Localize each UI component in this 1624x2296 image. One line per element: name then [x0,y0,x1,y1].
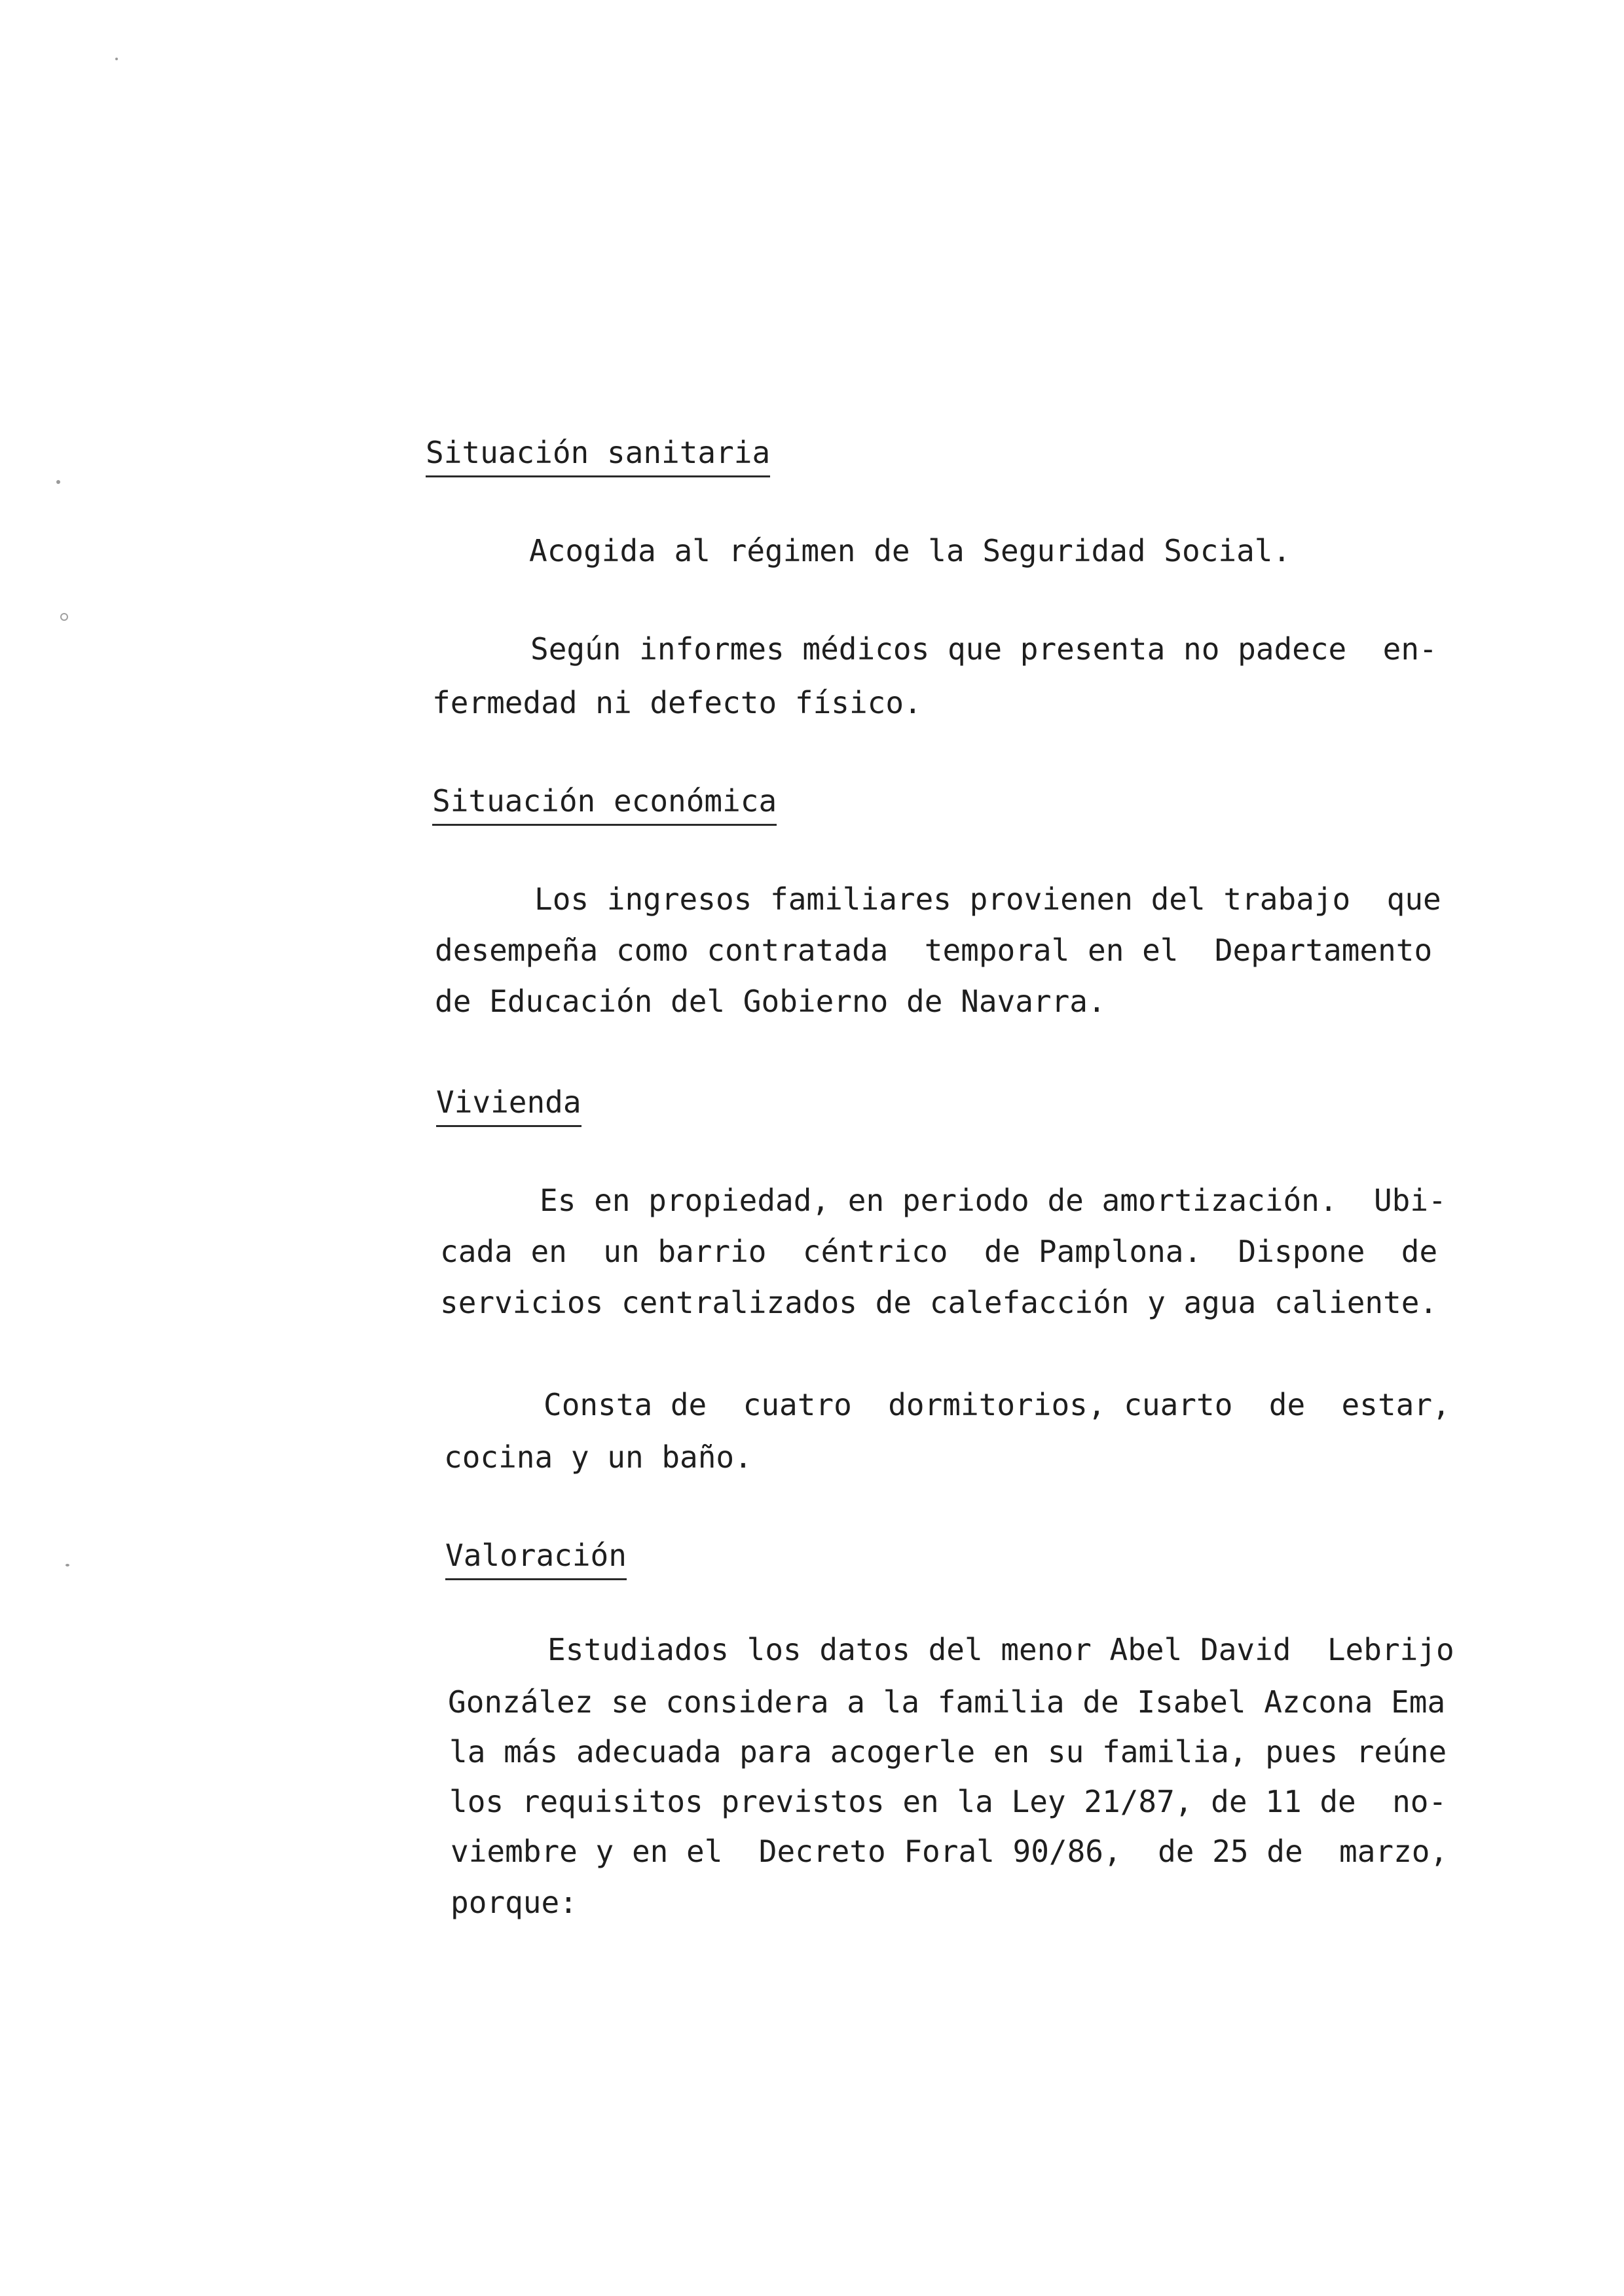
text-line: porque: [451,1885,578,1920]
section-heading-economica: Situación económica [432,786,777,826]
text-line: fermedad ni defecto físico. [432,685,922,720]
scan-speck [115,58,118,60]
text-line: Consta de cuatro dormitorios, cuarto de estar, [544,1387,1450,1422]
text-line: servicios centralizados de calefacción y agua caliente. [440,1285,1438,1320]
section-heading-vivienda: Vivienda [436,1087,581,1127]
text-line: la más adecuada para acogerle en su familia, pues reúne [449,1734,1447,1769]
section-heading-sanitaria: Situación sanitaria [426,437,770,477]
text-line: Es en propiedad, en periodo de amortización. Ubi- [540,1183,1447,1218]
text-line: de Educación del Gobierno de Navarra. [435,984,1106,1019]
scan-speck [60,613,68,621]
scan-speck [56,480,60,484]
text-line: González se considera a la familia de Isabel Azcona Ema [448,1684,1446,1720]
text-line: Estudiados los datos del menor Abel David Lebrijo [547,1632,1454,1667]
section-heading-valoracion: Valoración [445,1540,627,1580]
text-line: Según informes médicos que presenta no padece en- [530,631,1437,667]
text-line: cocina y un baño. [444,1439,752,1475]
text-line: Los ingresos familiares provienen del trabajo que [534,881,1441,917]
text-line: los requisitos previstos en la Ley 21/87, de 11 de no- [449,1784,1447,1819]
scan-speck [65,1564,69,1566]
text-line: cada en un barrio céntrico de Pamplona. Dispone de [440,1234,1438,1269]
text-line: desempeña como contratada temporal en el Departamento [435,933,1433,968]
text-line: Acogida al régimen de la Seguridad Social. [529,533,1291,568]
text-line: viembre y en el Decreto Foral 90/86, de 25 de marzo, [451,1834,1449,1869]
